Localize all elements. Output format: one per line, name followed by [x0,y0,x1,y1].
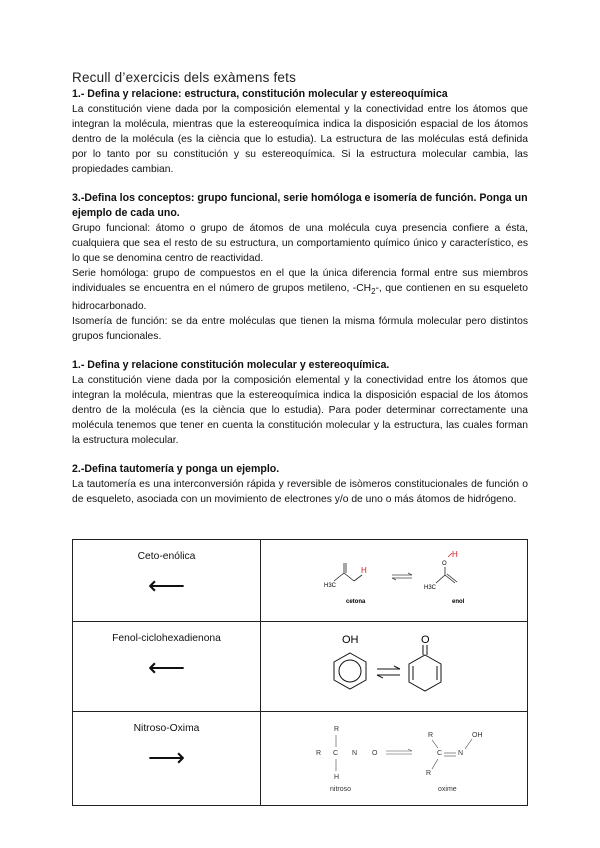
document-page [72,70,528,507]
table-row [73,540,528,622]
section-3-grupo-funcional: Grupo funcional: átomo o grupo de átomos de una molécula cuya presencia confiere a ésta, cualquiera que sea el resto de su estructura, un comportamiento químico único y característico, es lo que se denomina centro de reactividad. [72,223,528,264]
methyl-label: H3C [424,585,437,591]
r-group-label: R [334,726,340,733]
r-group-label: R [428,732,434,739]
section-2-body: La tautomería es una interconversión rápida y reversible de isòmeros constitucionales de función o de esqueleto, asociada con un movimiento de electrones y/o de uno o más átomos de hidrógeno. [72,479,528,506]
tautomer-name: Ceto-enólica [137,551,196,562]
left-arrow-icon: ⟵ [147,652,186,682]
nitroso-oxime-svg [262,713,526,799]
hydroxyl-label: OH [342,634,359,646]
row-label-cell [73,712,261,806]
carbon-label: C [437,750,443,757]
nitrogen-label: N [352,750,358,757]
right-arrow-icon: ⟶ [147,742,186,772]
oxime-label: oxime [438,786,457,793]
left-arrow-icon: ⟵ [147,570,186,600]
nitroso-label: nitroso [330,786,352,793]
phenol-dienone-svg [262,623,526,705]
hydrogen-atom-label: H [452,550,458,559]
oxygen-label: O [372,750,378,757]
section-1b-body: La constitución viene dada por la composición elemental y la conectividad entre los átomos que integran la molécula, mientras que la estereoquímica indica la disposición espacial de los átomos dentro de la molécula (es la ciència que lo estudia). Para poder determinar correctamente una molécula tenemos que tener en cuenta la constitución molecular y la estructura, las cuales forman la estructura molecular. [72,375,528,447]
section-1-title: 1.- Defina y relacione: estructura, constitución molecular y estereoquímica [72,88,448,100]
enol-label: enol [452,599,465,605]
table-row [73,712,528,806]
hydrogen-atom-label: H [361,566,367,575]
keto-enol-svg [262,541,526,615]
r-group-label: R [426,770,432,777]
carbonyl-oxygen-label: O [421,634,430,646]
tautomer-table [72,539,528,806]
keto-enol-diagram [261,540,528,622]
hydroxyl-label: OH [472,732,483,739]
tautomer-name: Fenol-ciclohexadienona [112,633,221,644]
carbon-label: C [333,750,339,757]
nitrogen-label: N [458,750,464,757]
section-1b-title: 1.- Defina y relacione constitución molecular y estereoquímica. [72,359,390,372]
r-group-label: R [316,750,322,757]
methyl-label: H3C [324,583,337,589]
section-3-title: 3.-Defina los conceptos: grupo funcional, serie homóloga e isomería de función. Ponga un ejemplo de cada uno. [72,192,528,219]
hydrogen-label: H [334,774,340,781]
ketone-label: cetona [346,599,366,605]
oxygen-atom-label: O [442,561,447,567]
section-3-serie-homologa: Serie homóloga: grupo de compuestos en el que la única diferencia formal entre sus miembros individuales se encuentra en el número de grupos metileno, $-CH_2-$, que contienen en su esqueleto hidrocarbonado. [72,268,528,313]
table-row [73,622,528,712]
section-1-body: La constitución viene dada por la composición elemental y la conectividad entre los átomos que integran la molécula, mientras que la estereoquímica indica la disposición espacial de los átomos dentro de la molécula (es la ciència que lo estudia). La estructura de las moléculas está definida por lo tanto por su constitución y su estereoquímica. Si la estructura molecular cambia, las propiedades cambian. [72,104,528,175]
section-3-isomeria: Isomería de función: se da entre moléculas que tienen la misma fórmula molecular pero distintos grupos funcionales. [72,316,528,343]
document-title: Recull d’exercicis dels exàmens fets [72,70,297,85]
tautomer-name: Nitroso-Oxima [133,723,200,734]
nitroso-oxime-diagram [261,712,528,806]
section-2-title: 2.-Defina tautomería y ponga un ejemplo. [72,463,280,476]
phenol-dienone-diagram [261,622,528,712]
row-label-cell [73,540,261,622]
row-label-cell [73,622,261,712]
